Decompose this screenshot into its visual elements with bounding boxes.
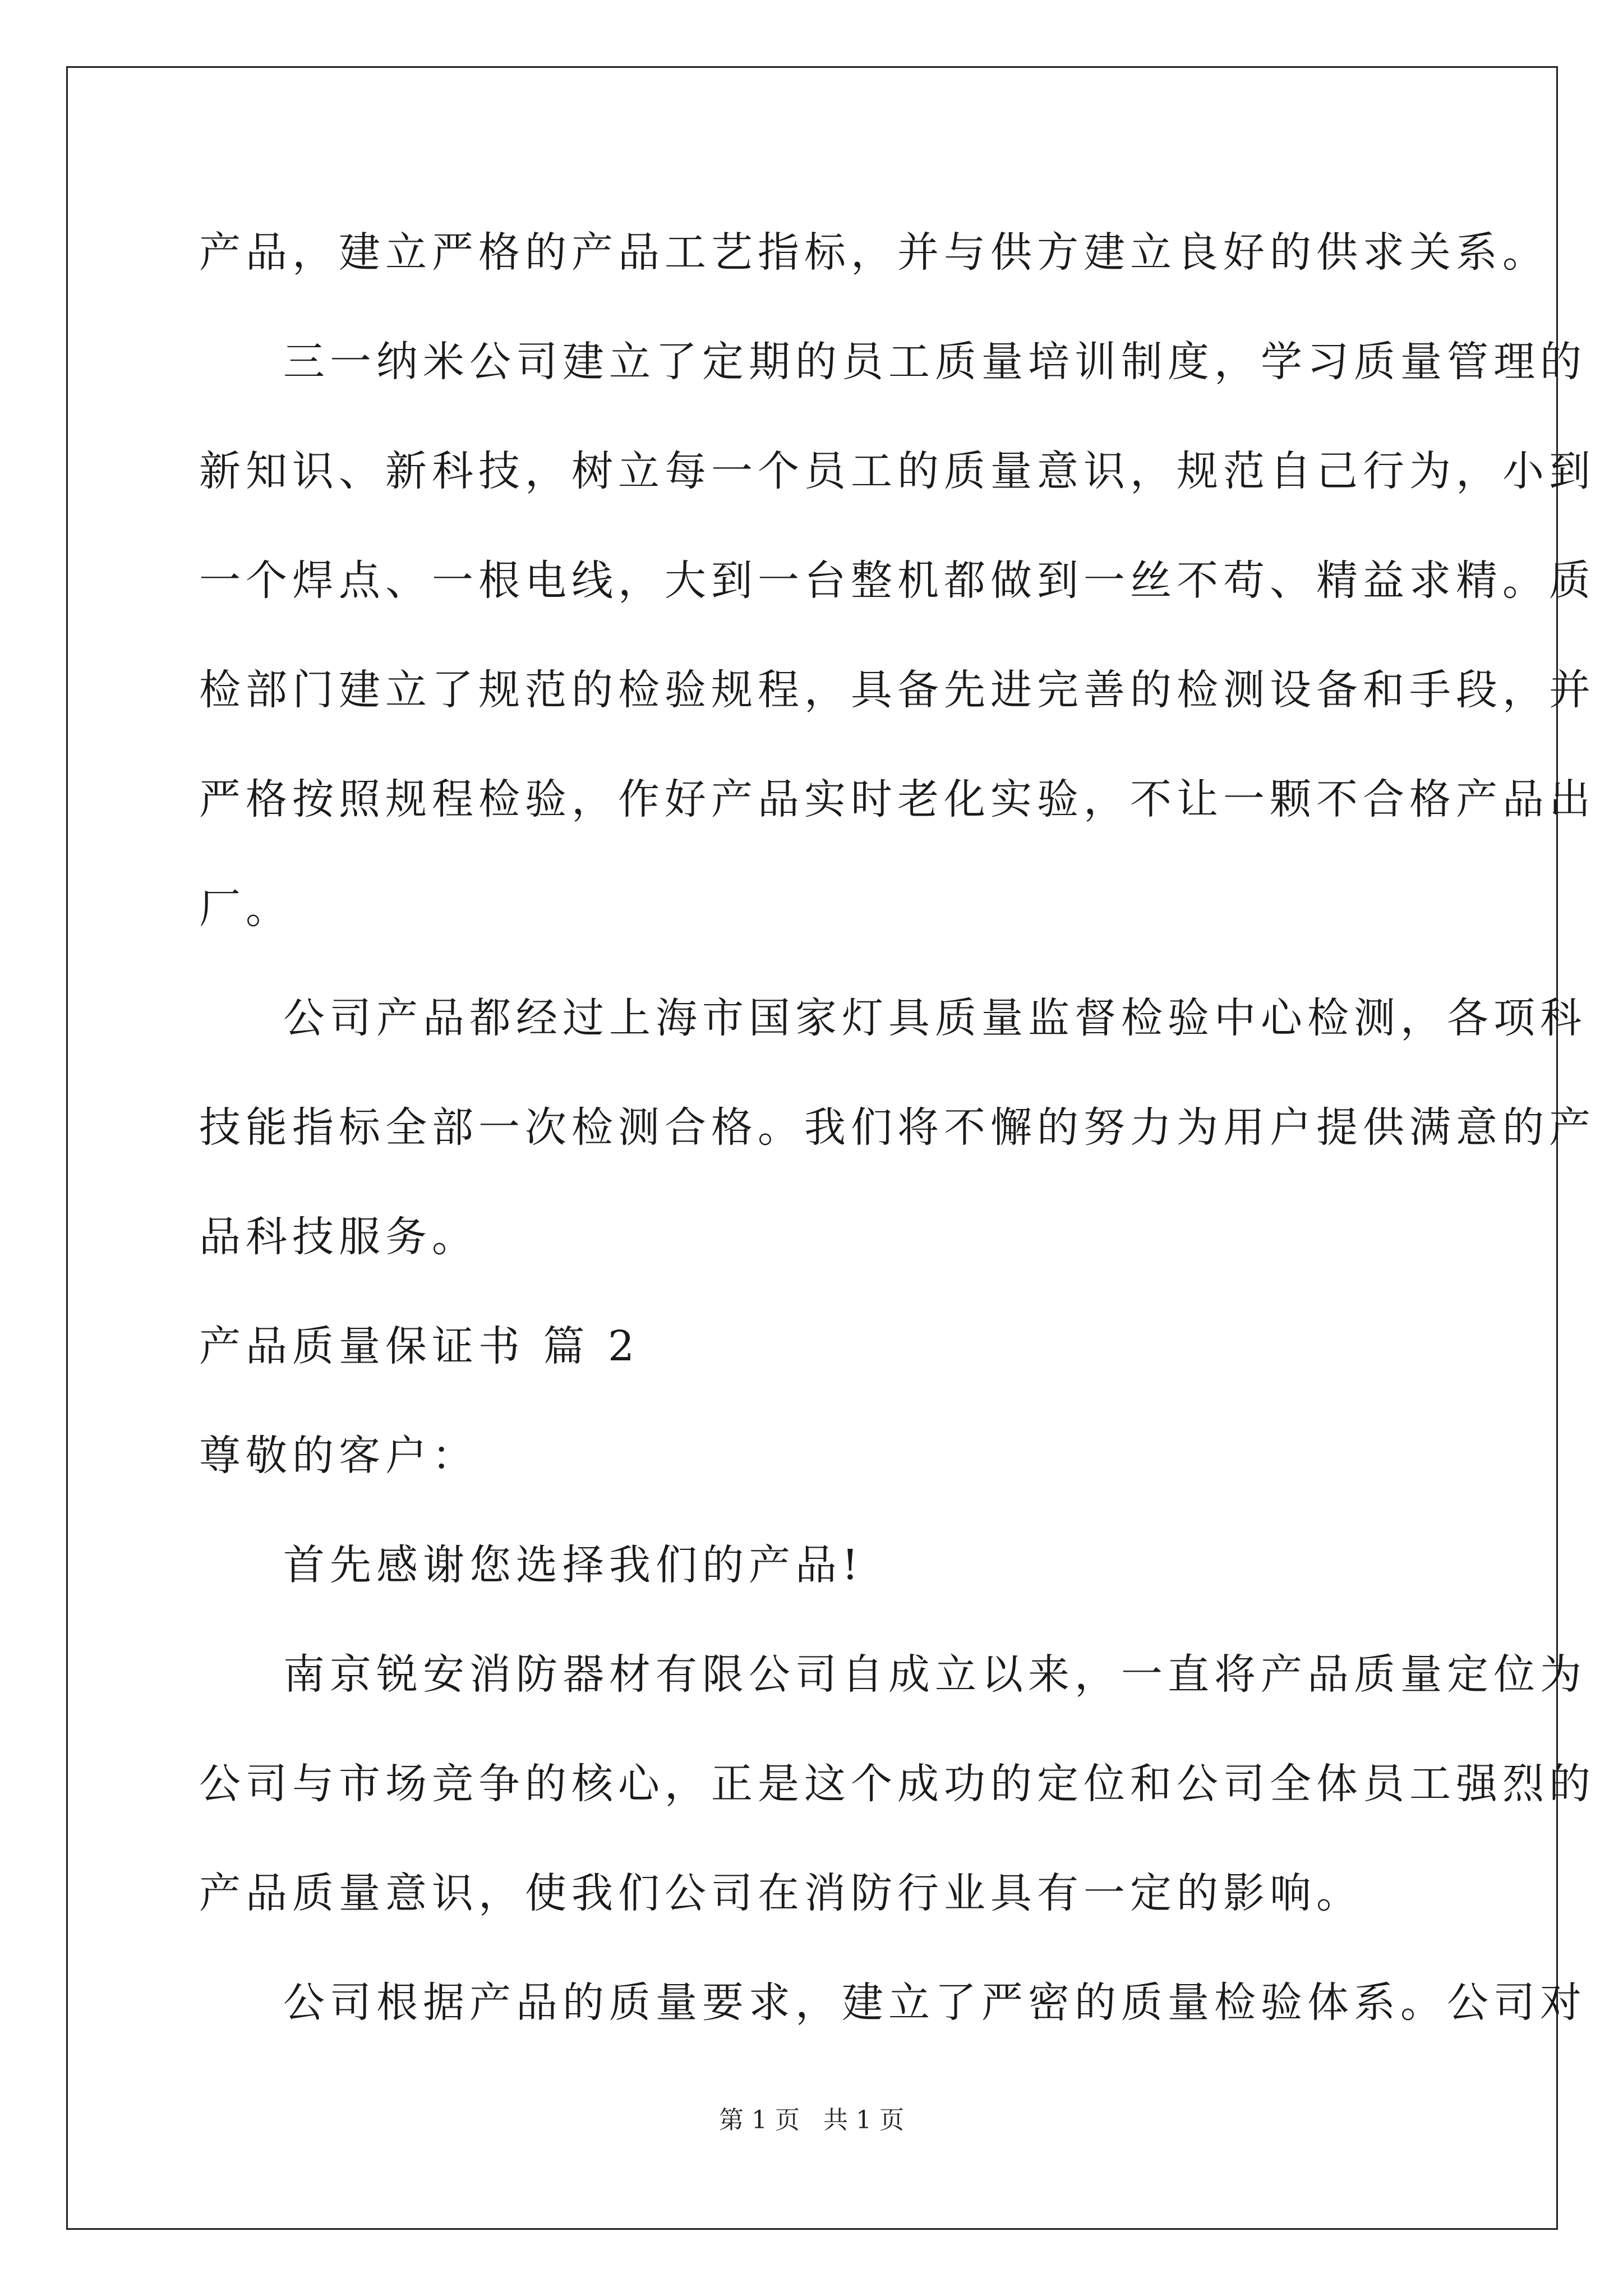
body-line-7: 厂。 — [199, 885, 292, 933]
body-line-8: 公司产品都经过上海市国家灯具质量监督检验中心检测，各项科 — [283, 994, 1587, 1042]
body-line-15: 公司与市场竞争的核心，正是这个成功的定位和公司全体员工强烈的 — [199, 1760, 1596, 1808]
body-line-13: 首先感谢您选择我们的产品! — [283, 1541, 864, 1589]
body-line-5: 检部门建立了规范的检验规程，具备先进完善的检测设备和手段，并 — [199, 666, 1596, 714]
body-line-10: 品科技服务。 — [199, 1213, 478, 1261]
page-number: 第 1 页 — [719, 2106, 800, 2134]
body-line-17: 公司根据产品的质量要求，建立了严密的质量检验体系。公司对 — [283, 1978, 1587, 2027]
body-line-16: 产品质量意识，使我们公司在消防行业具有一定的影响。 — [199, 1869, 1363, 1917]
body-line-9: 技能指标全部一次检测合格。我们将不懈的努力为用户提供满意的产 — [199, 1103, 1596, 1152]
page-total: 共 1 页 — [823, 2106, 904, 2134]
salutation: 尊敬的客户： — [199, 1432, 478, 1480]
body-line-2: 三一纳米公司建立了定期的员工质量培训制度，学习质量管理的 — [283, 338, 1587, 386]
body-line-14: 南京锐安消防器材有限公司自成立以来，一直将产品质量定位为 — [283, 1650, 1587, 1699]
body-line-6: 严格按照规程检验，作好产品实时老化实验，不让一颗不合格产品出 — [199, 775, 1596, 823]
body-line-4: 一个焊点、一根电线，大到一台整机都做到一丝不苟、精益求精。质 — [199, 556, 1596, 605]
page-footer — [0, 2104, 1623, 2137]
section-heading: 产品质量保证书 篇 2 — [199, 1322, 640, 1370]
body-line-3: 新知识、新科技，树立每一个员工的质量意识，规范自己行为，小到 — [199, 447, 1596, 495]
body-line-1: 产品，建立严格的产品工艺指标，并与供方建立良好的供求关系。 — [199, 228, 1549, 277]
